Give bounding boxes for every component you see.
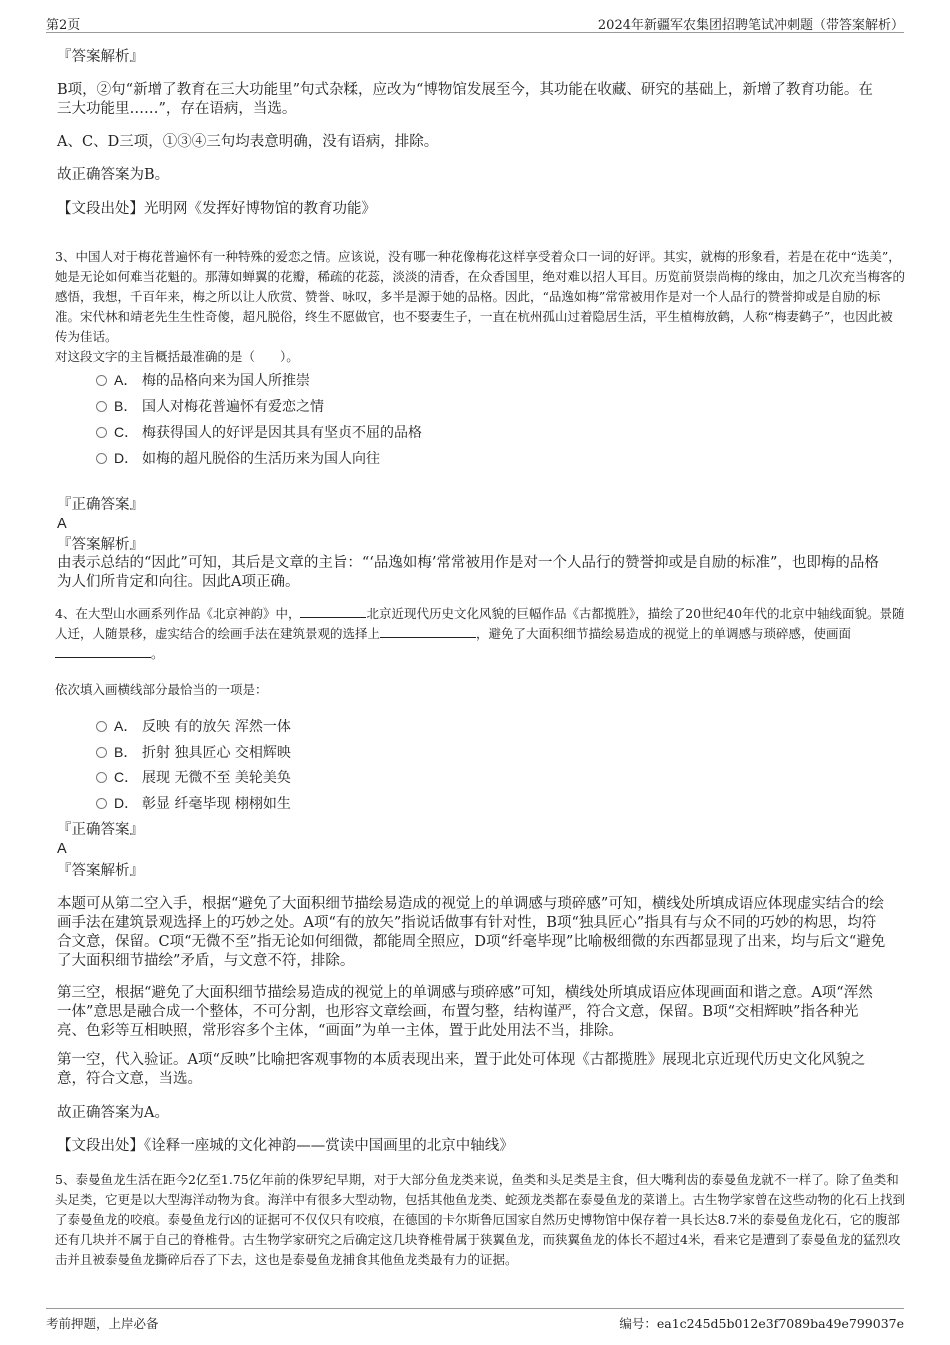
q4-analysis-p4: 故正确答案为A。 bbox=[57, 1105, 169, 1121]
fill-blank-3[interactable] bbox=[55, 645, 151, 658]
option-key: B． bbox=[114, 398, 138, 414]
q4-answer-label: 『正确答案』 bbox=[57, 822, 144, 838]
q4-analysis-p1: 本题可从第二空入手，根据“避免了大面积细节描绘易造成的视觉上的单调感与琐碎感”可知，横线处所填成语应体现虚实结合的绘画手法在建筑景观选择上的巧妙之处。A项“有的放矢”指说话做事有针对性，B项“独具匠心”指具有与众不同的巧妙的构思，均符合文意，保留。C项“无微不至”指无论如何细微，都能周全照应，D项“纤毫毕现”比喻极细微的东西都显现了出来，均与后文“避免了大面积细节描绘”矛盾，与文意不符，排除。 bbox=[57, 896, 886, 969]
radio-button[interactable] bbox=[96, 798, 107, 809]
q3-option-b[interactable] bbox=[96, 396, 324, 416]
q3-analysis: 由表示总结的“因此”可知，其后是文章的主旨：“‘品逸如梅’常常被用作是对一个人品行的赞誉抑或是自励的标准”，也即梅的品格为人们所肯定和向往。因此A项正确。 bbox=[57, 555, 879, 590]
radio-button[interactable] bbox=[96, 747, 107, 758]
footer-code: 编号：ea1c245d5b012e3f7089ba49e799037e bbox=[619, 1316, 904, 1331]
radio-button[interactable] bbox=[96, 427, 107, 438]
q2-analysis-p3: 故正确答案为B。 bbox=[57, 167, 170, 183]
q3-question: 对这段文字的主旨概括最准确的是（ ）。 bbox=[55, 349, 299, 364]
q3-option-c[interactable] bbox=[96, 422, 422, 442]
radio-button[interactable] bbox=[96, 375, 107, 386]
q4-analysis-p3: 第一空，代入验证。A项“反映”比喻把客观事物的本质表现出来，置于此处可体现《古都揽胜》展现北京近现代历史文化风貌之意，符合文意，当选。 bbox=[57, 1052, 866, 1087]
q3-analysis-label: 『答案解析』 bbox=[57, 537, 144, 553]
q4-analysis-label: 『答案解析』 bbox=[57, 863, 144, 879]
q3-option-d[interactable] bbox=[96, 448, 380, 468]
page-header bbox=[46, 10, 904, 33]
q2-analysis-label: 『答案解析』 bbox=[57, 49, 144, 65]
q4-source: 【文段出处】《诠释一座城的文化神韵——赏读中国画里的北京中轴线》 bbox=[57, 1138, 514, 1154]
page-number: 第2页 bbox=[46, 18, 81, 33]
q4-stem: 4、在大型山水画系列作品《北京神韵》中， 北京近现代历史文化风貌的巨幅作品《古都揽胜》，描绘了20世纪40年代的北京中轴线面貌。景随人迁，人随景移，虚实结合的绘画手法在建筑景观的选择上 ，避免了大面积细节描绘易造成的视觉上的单调感与琐碎感，使画面。 bbox=[55, 606, 905, 661]
option-key: A． bbox=[114, 718, 138, 734]
option-text: 梅获得国人的好评是因其具有坚贞不屈的品格 bbox=[142, 425, 422, 441]
q4-option-b[interactable] bbox=[96, 742, 291, 762]
radio-button[interactable] bbox=[96, 453, 107, 464]
option-key: C． bbox=[114, 424, 139, 440]
q5-stem: 5、泰曼鱼龙生活在距今2亿至1.75亿年前的侏罗纪早期，对于大部分鱼龙类来说，鱼类和头足类是主食，但大嘴利齿的泰曼鱼龙就不一样了。除了鱼类和头足类，它更是以大型海洋动物为食。海洋中有很多大型动物，包括其他鱼龙类、蛇颈龙类都在泰曼鱼龙的菜谱上。古生物学家曾在这些动物的化石上找到了泰曼鱼龙的咬痕。泰曼鱼龙行凶的证据可不仅仅只有咬痕，在德国的卡尔斯鲁厄国家自然历史博物馆中保存着一具长达8.7米的泰曼鱼龙化石，它的腹部还有几块并不属于自己的脊椎骨。古生物学家研究之后确定这几块脊椎骨属于狭翼鱼龙，而狭翼鱼龙的体长不超过4米，看来它是遭到了泰曼鱼龙的猛烈攻击并且被泰曼鱼龙撕碎后吞了下去，这也是泰曼鱼龙捕食其他鱼龙类最有力的证据。 bbox=[55, 1172, 906, 1267]
q4-analysis-p2: 第三空，根据“避免了大面积细节描绘易造成的视觉上的单调感与琐碎感”可知，横线处所填成语应体现画面和谐之意。A项“浑然一体”意思是融合成一个整体，不可分割，也形容文章绘画，布置匀整，结构谨严，符合文意，保留。B项“交相辉映”指各种光亮、色彩等互相映照，常形容多个主体，“画面”为单一主体，置于此处用法不当，排除。 bbox=[57, 985, 873, 1039]
footer-slogan: 考前押题，上岸必备 bbox=[46, 1316, 159, 1331]
q2-analysis-p1: B项，②句“新增了教育在三大功能里”句式杂糅，应改为“博物馆发展至今，其功能在收藏、研究的基础上，新增了教育功能。在三大功能里……”，存在语病，当选。 bbox=[57, 82, 873, 117]
q3-option-a[interactable] bbox=[96, 370, 310, 390]
fill-blank-1[interactable] bbox=[300, 605, 366, 618]
option-key: A． bbox=[114, 372, 138, 388]
q4-option-c[interactable] bbox=[96, 767, 291, 787]
q4-answer: A bbox=[57, 841, 67, 857]
option-text: 折射 独具匠心 交相辉映 bbox=[142, 745, 291, 761]
option-text: 国人对梅花普遍怀有爱恋之情 bbox=[142, 399, 324, 415]
fill-blank-2[interactable] bbox=[380, 625, 476, 638]
option-key: C． bbox=[114, 769, 139, 785]
option-text: 如梅的超凡脱俗的生活历来为国人向往 bbox=[142, 451, 380, 467]
q3-stem: 3、中国人对于梅花普遍怀有一种特殊的爱恋之情。应该说，没有哪一种花像梅花这样享受着众口一词的好评。其实，就梅的形象看，若是在花中“选美”，她是无论如何难当花魁的。那薄如蝉翼的花瓣，稀疏的花蕊，淡淡的清香，在众香国里，绝对难以招人耳目。历览前贤崇尚梅的缘由，加之几次充当梅客的感悟，我想，千百年来，梅之所以让人欣赏、赞誉、咏叹，多半是源于她的品格。因此，“品逸如梅”常常被用作是对一个人品行的赞誉抑或是自励的标准。宋代林和靖老先生生性奇傻，超凡脱俗，终生不愿做官，也不娶妻生子，一直在杭州孤山过着隐居生活，平生植梅放鹤，人称“梅妻鹤子”，也因此被传为佳话。 bbox=[55, 249, 906, 344]
option-key: B． bbox=[114, 744, 138, 760]
q3-answer: A bbox=[57, 516, 67, 532]
q4-option-a[interactable] bbox=[96, 716, 291, 736]
q2-source: 【文段出处】光明网《发挥好博物馆的教育功能》 bbox=[57, 201, 376, 217]
page-footer bbox=[46, 1308, 904, 1331]
q3-answer-label: 『正确答案』 bbox=[57, 497, 144, 513]
option-text: 彰显 纤毫毕现 栩栩如生 bbox=[142, 796, 291, 812]
option-text: 梅的品格向来为国人所推崇 bbox=[142, 373, 310, 389]
option-key: D． bbox=[114, 450, 139, 466]
option-text: 反映 有的放矢 浑然一体 bbox=[142, 719, 291, 735]
q4-question: 依次填入画横线部分最恰当的一项是： bbox=[55, 682, 268, 697]
radio-button[interactable] bbox=[96, 401, 107, 412]
q4-option-d[interactable] bbox=[96, 793, 291, 813]
q2-analysis-p2: A、C、D三项，①③④三句均表意明确，没有语病，排除。 bbox=[57, 134, 439, 150]
document-title: 2024年新疆军农集团招聘笔试冲刺题（带答案解析） bbox=[597, 18, 904, 33]
radio-button[interactable] bbox=[96, 721, 107, 732]
option-key: D． bbox=[114, 795, 139, 811]
option-text: 展现 无微不至 美轮美奂 bbox=[142, 770, 291, 786]
radio-button[interactable] bbox=[96, 772, 107, 783]
